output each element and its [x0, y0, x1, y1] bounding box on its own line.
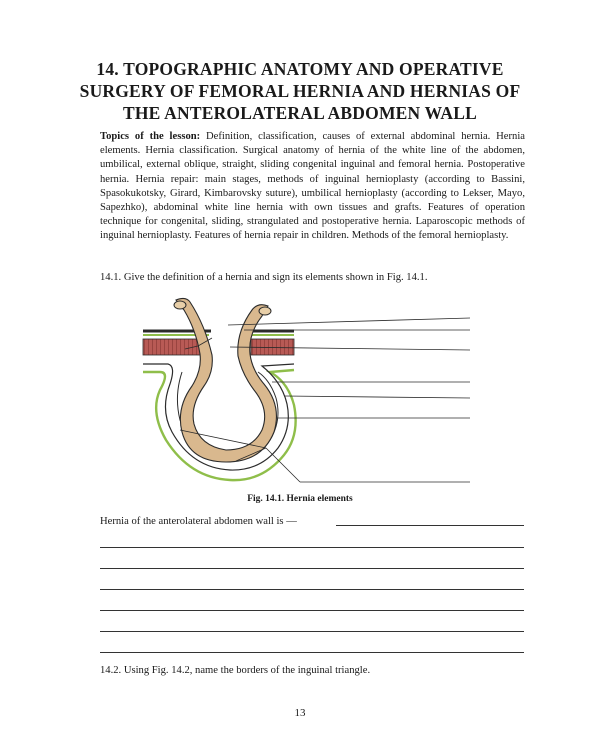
answer-line-6[interactable]: [100, 652, 524, 653]
bowel-cut-end-right: [259, 307, 271, 315]
page-title: 14. TOPOGRAPHIC ANATOMY AND OPERATIVE SURGERY OF FEMORAL HERNIA AND HERNIAS OF THE ANTEROLATERAL ABDOMEN WALL: [79, 59, 521, 123]
answer-line-5[interactable]: [100, 631, 524, 632]
question-14-1: 14.1. Give the definition of a hernia and sign its elements shown in Fig. 14.1.: [100, 272, 428, 283]
topics-text: Definition, classification, causes of external abdominal hernia. Hernia elements. Hernia classification. Surgical anatomy of hernia of the white line of the abdomen, umbilical, external oblique, straight, sliding congenital inguinal and femoral hernia. Postoperative hernia. Hernia repair: main stages, methods of inguinal hernioplasty (according to Bassini, Spasokukotsky, Girard, Kimbarovsky suture), umbilical hernioplasty (according to Lekser, Mayo, Sapezhko), abdominal white line hernia with own tissues and grafts. Features of operation technique for congenital, sliding, strangulated and postoperative hernia. Laparoscopic methods of inguinal hernioplasty. Features of hernia repair in children. Methods of the femoral hernioplasty.: [100, 131, 525, 242]
answer-line-2[interactable]: [100, 568, 524, 569]
page-number: 13: [294, 707, 306, 719]
question-14-2: 14.2. Using Fig. 14.2, name the borders of the inguinal triangle.: [100, 665, 371, 676]
answer-line-4[interactable]: [100, 610, 524, 611]
answer-line-3[interactable]: [100, 589, 524, 590]
bowel-cut-end-left: [174, 301, 186, 309]
answer-line-1[interactable]: [100, 547, 524, 548]
hernia-contents-bowel: [176, 298, 276, 462]
figure-caption: Fig. 14.1. Hernia elements: [247, 494, 353, 504]
definition-prompt: Hernia of the anterolateral abdomen wall is —: [100, 516, 297, 527]
topics-label: Topics of the lesson:: [100, 131, 201, 142]
answer-line-0[interactable]: [336, 525, 524, 526]
